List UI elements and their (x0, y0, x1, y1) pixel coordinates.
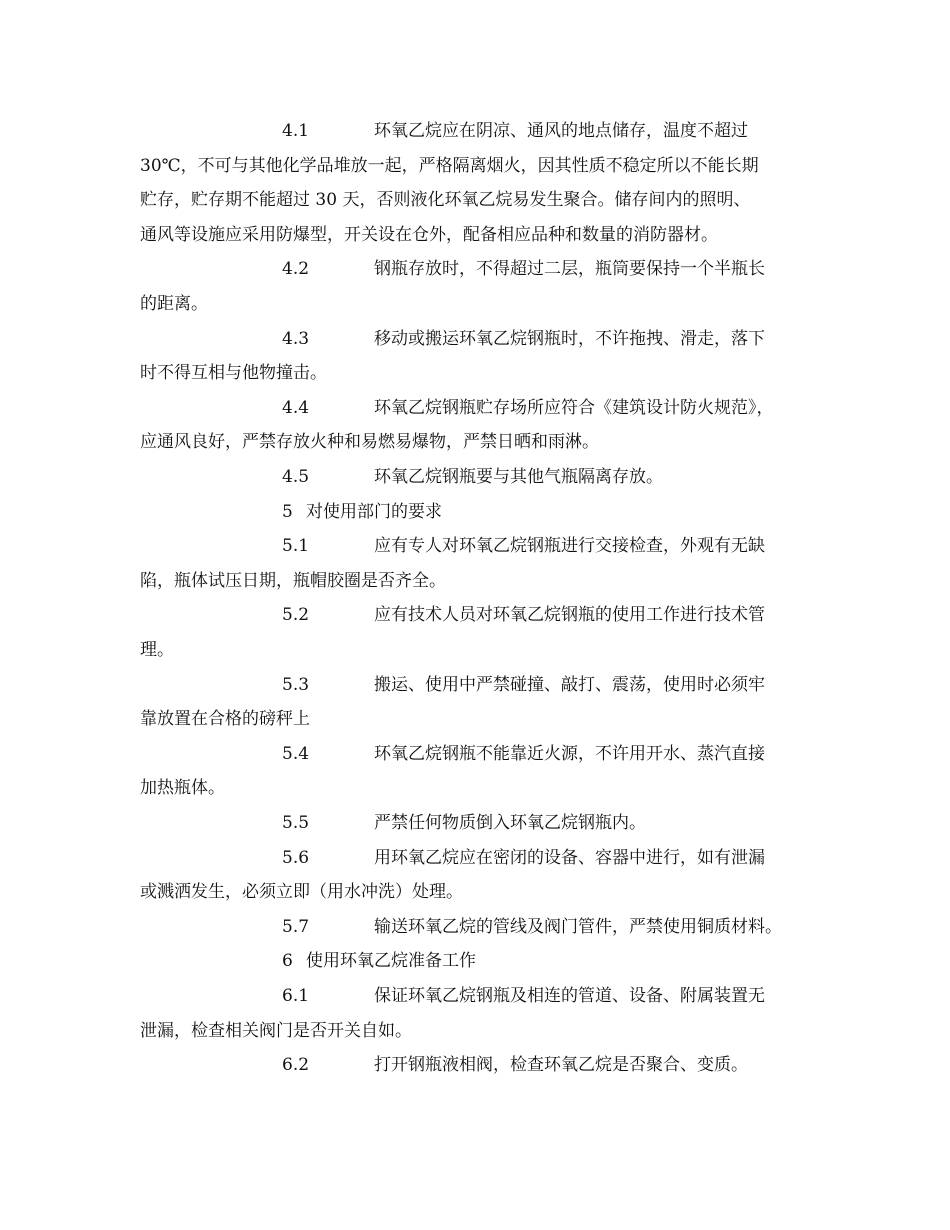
paragraph-number: 4.5 (282, 467, 310, 487)
paragraph-text: 使用环氧乙烷准备工作 (306, 951, 476, 972)
paragraph-text: 30℃，不可与其他化学品堆放一起，严格隔离烟火，因其性质不稳定所以不能长期 (140, 155, 759, 176)
paragraph-first-line (282, 322, 822, 356)
paragraph-first-line (282, 495, 822, 529)
paragraph-continuation-line (140, 218, 820, 252)
paragraph-text: 环氧乙烷钢瓶不能靠近火源，不许用开水、蒸汽直接 (374, 743, 765, 764)
paragraph-text: 或溅洒发生，必须立即（用水冲洗）处理。 (140, 882, 463, 903)
paragraph-number: 6 (282, 951, 293, 972)
paragraph-continuation-line (140, 702, 820, 736)
paragraph-text: 加热瓶体。 (140, 778, 225, 799)
paragraph-number: 6.1 (282, 986, 310, 1006)
paragraph-first-line (282, 1048, 822, 1082)
paragraph-text: 用环氧乙烷应在密闭的设备、容器中进行，如有泄漏 (374, 847, 765, 868)
paragraph-text: 对使用部门的要求 (306, 501, 442, 522)
paragraph-first-line (282, 979, 822, 1013)
paragraph-number: 5.2 (282, 605, 310, 626)
paragraph-text: 环氧乙烷钢瓶要与其他气瓶隔离存放。 (374, 467, 663, 487)
paragraph-text: 应有专人对环氧乙烷钢瓶进行交接检查，外观有无缺 (374, 536, 765, 557)
paragraph-text: 搬运、使用中严禁碰撞、敲打、震荡，使用时必须牢 (374, 674, 765, 695)
paragraph-first-line (282, 460, 822, 494)
paragraph-number: 5.7 (282, 916, 310, 937)
paragraph-first-line (282, 841, 822, 875)
paragraph-continuation-line (140, 1014, 820, 1048)
paragraph-text: 理。 (140, 640, 174, 660)
paragraph-first-line (282, 806, 822, 840)
paragraph-text: 应通风良好，严禁存放火种和易燃易爆物，严禁日晒和雨淋。 (140, 432, 599, 453)
paragraph-first-line (282, 598, 822, 632)
paragraph-first-line (282, 668, 822, 702)
paragraph-continuation-line (140, 564, 820, 598)
paragraph-number: 4.2 (282, 259, 310, 280)
paragraph-text: 钢瓶存放时，不得超过二层，瓶筒要保持一个半瓶长 (374, 259, 765, 280)
paragraph-first-line (282, 944, 822, 978)
paragraph-number: 5.5 (282, 813, 310, 833)
paragraph-text: 时不得互相与他物撞击。 (140, 363, 327, 384)
paragraph-number: 5.6 (282, 847, 310, 868)
paragraph-text: 贮存，贮存期不能超过 30 天，否则液化环氧乙烷易发生聚合。储存间内的照明、 (140, 190, 751, 211)
paragraph-number: 5.3 (282, 674, 310, 695)
paragraph-continuation-line (140, 633, 820, 667)
paragraph-number: 6.2 (282, 1055, 310, 1076)
paragraph-first-line (282, 114, 822, 148)
paragraph-first-line (282, 910, 822, 944)
paragraph-continuation-line (140, 183, 820, 217)
paragraph-continuation-line (140, 149, 820, 183)
paragraph-number: 5 (282, 501, 293, 522)
paragraph-first-line (282, 391, 822, 425)
paragraph-continuation-line (140, 875, 820, 909)
paragraph-text: 严禁任何物质倒入环氧乙烷钢瓶内。 (374, 813, 646, 833)
paragraph-number: 4.3 (282, 328, 310, 349)
paragraph-first-line (282, 737, 822, 771)
paragraph-text: 靠放置在合格的磅秤上 (140, 709, 310, 730)
paragraph-text: 陷，瓶体试压日期，瓶帽胶圈是否齐全。 (140, 570, 446, 591)
paragraph-first-line (282, 252, 822, 286)
paragraph-text: 保证环氧乙烷钢瓶及相连的管道、设备、附属装置无 (374, 986, 765, 1006)
paragraph-continuation-line (140, 356, 820, 390)
paragraph-text: 输送环氧乙烷的管线及阀门管件，严禁使用铜质材料。 (374, 916, 782, 937)
paragraph-continuation-line (140, 771, 820, 805)
paragraph-text: 泄漏，检查相关阀门是否开关自如。 (140, 1020, 412, 1041)
paragraph-continuation-line (140, 287, 820, 321)
paragraph-continuation-line (140, 425, 820, 459)
paragraph-first-line (282, 529, 822, 563)
paragraph-number: 5.4 (282, 743, 310, 764)
paragraph-number: 5.1 (282, 536, 310, 557)
paragraph-number: 4.4 (282, 397, 310, 418)
paragraph-text: 打开钢瓶液相阀，检查环氧乙烷是否聚合、变质。 (374, 1055, 748, 1076)
paragraph-text: 移动或搬运环氧乙烷钢瓶时，不许拖拽、滑走，落下 (374, 328, 765, 349)
paragraph-text: 的距离。 (140, 294, 208, 314)
paragraph-text: 应有技术人员对环氧乙烷钢瓶的使用工作进行技术管 (374, 605, 765, 626)
paragraph-text: 环氧乙烷钢瓶贮存场所应符合《建筑设计防火规范》， (374, 397, 774, 418)
paragraph-text: 环氧乙烷应在阴凉、通风的地点储存，温度不超过 (374, 121, 748, 141)
paragraph-text: 通风等设施应采用防爆型，开关设在仓外，配备相应品种和数量的消防器材。 (140, 224, 718, 245)
paragraph-number: 4.1 (282, 121, 310, 141)
